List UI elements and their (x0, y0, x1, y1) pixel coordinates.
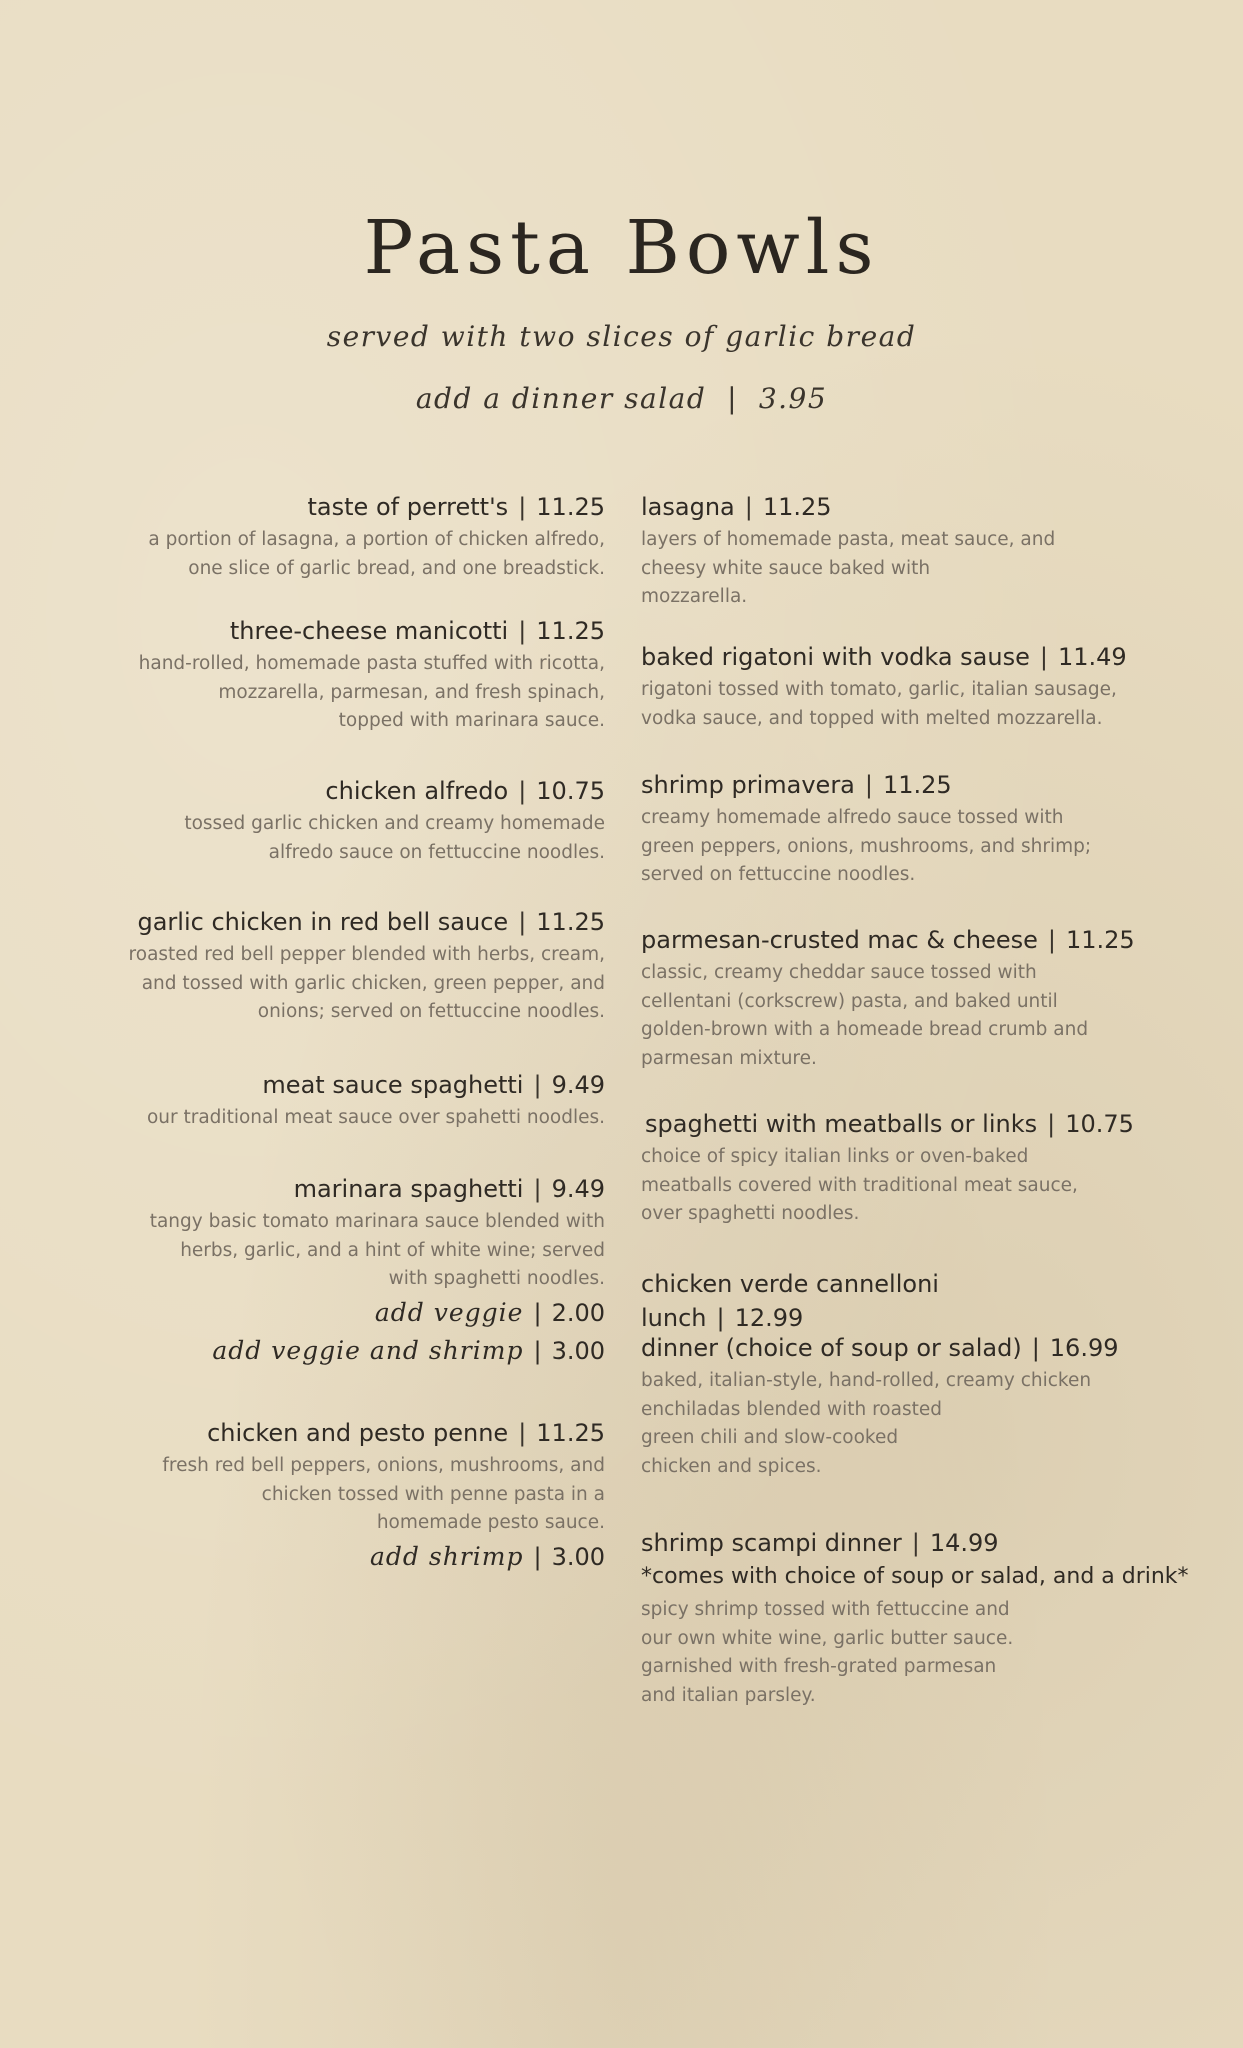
item-price: 9.49 (551, 1071, 605, 1099)
item-name-row (100, 616, 605, 646)
separator: | (533, 1175, 542, 1203)
item-description: classic, creamy cheddar sauce tossed with cellentani (corkscrew) pasta, and baked until golden-brown with a homeade bread crumb and parmesan mixture. (641, 962, 1089, 1069)
item-description: choice of spicy italian links or oven-baked meatballs covered with traditional meat sauce, over spaghetti noodles. (641, 1146, 1078, 1224)
menu-item (100, 1174, 605, 1370)
salad-addon (0, 382, 1243, 415)
menu-item (100, 616, 605, 736)
item-price: 11.25 (1065, 926, 1135, 954)
item-name-row (100, 776, 605, 806)
item-price: 11.25 (762, 493, 832, 521)
menu-item (641, 1528, 1189, 1710)
addon-price: 2.00 (551, 1298, 605, 1327)
separator: | (1039, 643, 1048, 671)
lunch-price-row: lunch | 12.99 (641, 1304, 804, 1332)
separator: | (533, 1298, 542, 1327)
addon-row (100, 1538, 605, 1576)
item-name: baked rigatoni with vodka sause (641, 643, 1030, 671)
separator: | (533, 1336, 542, 1365)
item-name: parmesan-crusted mac & cheese (641, 926, 1038, 954)
item-name: lasagna (641, 493, 735, 521)
item-name: taste of perrett's (307, 493, 509, 521)
item-name: chicken verde cannelloni (641, 1270, 939, 1298)
addon-price: 3.00 (551, 1542, 605, 1571)
item-name: shrimp primavera (641, 771, 855, 799)
separator: | (744, 493, 753, 521)
salad-separator: | (716, 382, 749, 415)
separator: | (518, 1419, 527, 1447)
menu-subtitle: served with two slices of garlic bread (326, 320, 917, 353)
separator: | (518, 493, 527, 521)
menu-item (641, 642, 1181, 733)
item-description: tangy basic tomato marinara sauce blended with herbs, garlic, and a hint of white wine; served with spaghetti noodles. (149, 1211, 605, 1289)
item-name: marinara spaghetti (293, 1175, 524, 1203)
separator: | (864, 771, 873, 799)
separator: | (533, 1542, 542, 1571)
item-description: creamy homemade alfredo sauce tossed with green peppers, onions, mushrooms, and shrimp; served on fettuccine noodles. (641, 807, 1092, 885)
separator: | (518, 908, 527, 936)
item-name-row (641, 770, 1181, 800)
separator: | (518, 777, 527, 805)
menu-item (641, 492, 1181, 612)
item-name-row (641, 642, 1181, 672)
salad-label: add a dinner salad (415, 382, 707, 415)
item-description: baked, italian-style, hand-rolled, creamy chicken enchiladas blended with roasted green chili and slow-cooked chicken and spices. (641, 1370, 1092, 1477)
addon-label: add veggie and shrimp (212, 1335, 524, 1365)
addon-label: add shrimp (370, 1541, 524, 1571)
item-name: three-cheese manicotti (229, 617, 509, 645)
separator: | (1031, 1334, 1040, 1362)
item-description: roasted red bell pepper blended with herbs, cream, and tossed with garlic chicken, green pepper, and onions; served on fettuccine noodles. (128, 944, 605, 1022)
item-price: 11.25 (882, 771, 952, 799)
menu-item (641, 770, 1181, 890)
item-name-row (645, 1109, 1185, 1139)
separator: | (911, 1529, 920, 1557)
item-price: 11.25 (536, 908, 605, 936)
menu-item (100, 1070, 605, 1133)
separator: | (518, 617, 527, 645)
menu-title: Pasta Bowls (363, 205, 880, 291)
item-name-row (641, 1528, 1181, 1558)
menu-item (100, 907, 605, 1027)
addon-label: add veggie (374, 1297, 524, 1327)
menu-item (641, 1269, 1181, 1481)
separator: | (716, 1304, 725, 1332)
item-name: chicken alfredo (325, 777, 509, 805)
item-price: 11.25 (536, 617, 605, 645)
item-name: chicken and pesto penne (207, 1419, 509, 1447)
item-price: 11.25 (536, 493, 605, 521)
item-name-row (100, 1174, 605, 1204)
separator: | (533, 1071, 542, 1099)
item-name-row (100, 492, 605, 522)
item-description: a portion of lasagna, a portion of chicken alfredo, one slice of garlic bread, and one breadstick. (148, 529, 605, 579)
item-price: 14.99 (929, 1529, 999, 1557)
item-description: layers of homemade pasta, meat sauce, and cheesy white sauce baked with mozzarella. (641, 529, 1056, 607)
item-description: spicy shrimp tossed with fettuccine and our own white wine, garlic butter sauce. garnished with fresh-grated parmesan and italian parsley. (641, 1599, 1014, 1706)
item-name-row (641, 925, 1181, 955)
separator: | (1047, 926, 1056, 954)
item-name: meat sauce spaghetti (262, 1071, 524, 1099)
item-description: fresh red bell peppers, onions, mushrooms, and chicken tossed with penne pasta in a homemade pesto sauce. (162, 1455, 605, 1533)
menu-item (641, 925, 1181, 1073)
item-description: tossed garlic chicken and creamy homemade alfredo sauce on fettuccine noodles. (184, 813, 605, 863)
item-price: 11.49 (1057, 643, 1127, 671)
menu-item (100, 776, 605, 867)
item-name: garlic chicken in red bell sauce (137, 908, 509, 936)
item-name: shrimp scampi dinner (641, 1529, 902, 1557)
addon-row (100, 1332, 605, 1370)
item-name-row (100, 907, 605, 937)
item-description: rigatoni tossed with tomato, garlic, italian sausage, vodka sauce, and topped with melted mozzarella. (641, 679, 1117, 729)
item-name-row (100, 1070, 605, 1100)
addon-price: 3.00 (551, 1336, 605, 1365)
item-price: 10.75 (536, 777, 605, 805)
item-name: spaghetti with meatballs or links (645, 1110, 1038, 1138)
menu-item (100, 492, 605, 583)
item-description: our traditional meat sauce over spahetti noodles. (146, 1107, 605, 1128)
menu-item (641, 1109, 1185, 1229)
item-price: 11.25 (536, 1419, 605, 1447)
item-name-row (641, 492, 1181, 522)
item-price: 10.75 (1065, 1110, 1134, 1138)
salad-price: 3.95 (758, 382, 828, 415)
item-price: 9.49 (551, 1175, 605, 1203)
separator: | (1047, 1110, 1056, 1138)
item-note: *comes with choice of soup or salad, and a drink* (641, 1564, 1189, 1589)
addon-row (100, 1294, 605, 1332)
item-description: hand-rolled, homemade pasta stuffed with ricotta, mozzarella, parmesan, and fresh spinach, topped with marinara sauce. (138, 653, 605, 731)
menu-item (100, 1418, 605, 1576)
item-name-row (100, 1418, 605, 1448)
dinner-price-row: dinner (choice of soup or salad) | 16.99 (641, 1334, 1119, 1362)
